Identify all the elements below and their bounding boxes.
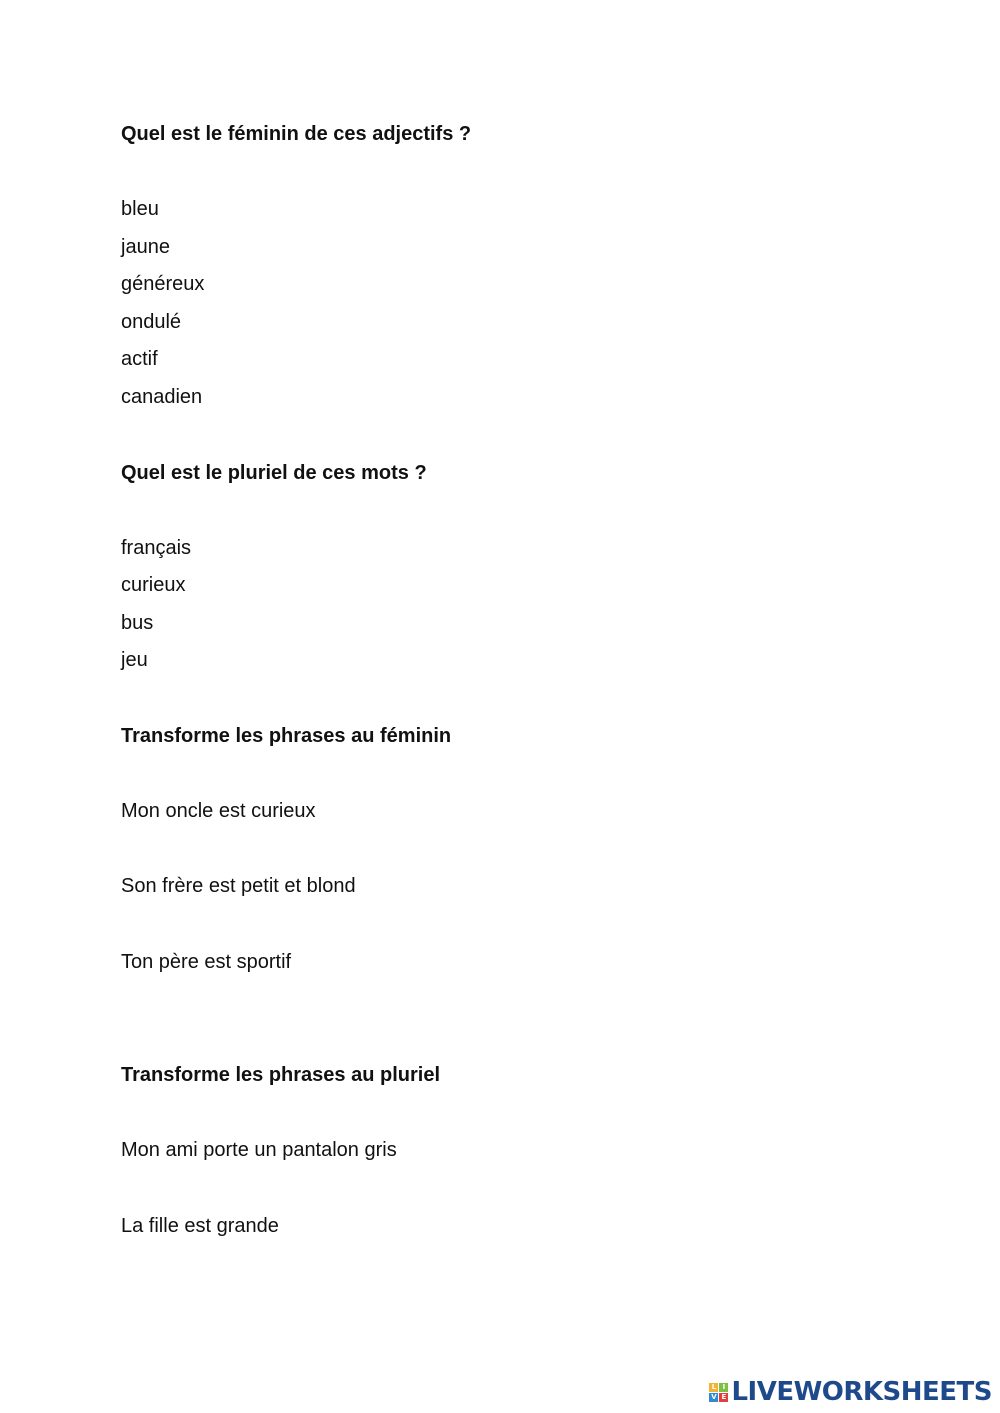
sentence-item: Mon ami porte un pantalon gris: [121, 1139, 397, 1161]
list-item: jaune: [121, 236, 170, 258]
section-heading-transform-feminine: Transforme les phrases au féminin: [121, 725, 452, 747]
list-item: actif: [121, 348, 158, 370]
list-item: curieux: [121, 574, 186, 596]
list-item: français: [121, 537, 192, 559]
sentence-item: Son frère est petit et blond: [121, 875, 356, 897]
sentence-item: Ton père est sportif: [121, 951, 292, 973]
section-heading-feminine-adjectives: Quel est le féminin de ces adjectifs ?: [121, 123, 472, 145]
list-item: ondulé: [121, 311, 182, 333]
section-heading-plural-words: Quel est le pluriel de ces mots ?: [121, 462, 427, 484]
list-item: canadien: [121, 386, 203, 408]
logo-mark-letter: E: [719, 1393, 728, 1402]
logo-text: LIVEWORKSHEETS: [731, 1377, 992, 1407]
sentence-item: Mon oncle est curieux: [121, 800, 316, 822]
liveworksheets-logo-mark-icon: [709, 1383, 728, 1402]
logo-mark-letter: I: [719, 1383, 728, 1392]
list-item: jeu: [121, 649, 148, 671]
logo-mark-letter: V: [711, 1392, 717, 1401]
liveworksheets-logo: [709, 1377, 992, 1407]
list-item: bus: [121, 612, 154, 634]
section-heading-transform-plural: Transforme les phrases au pluriel: [121, 1064, 441, 1086]
logo-mark-letter: L: [709, 1383, 718, 1392]
list-item: bleu: [121, 198, 159, 220]
list-item: généreux: [121, 273, 205, 295]
sentence-item: La fille est grande: [121, 1215, 279, 1237]
